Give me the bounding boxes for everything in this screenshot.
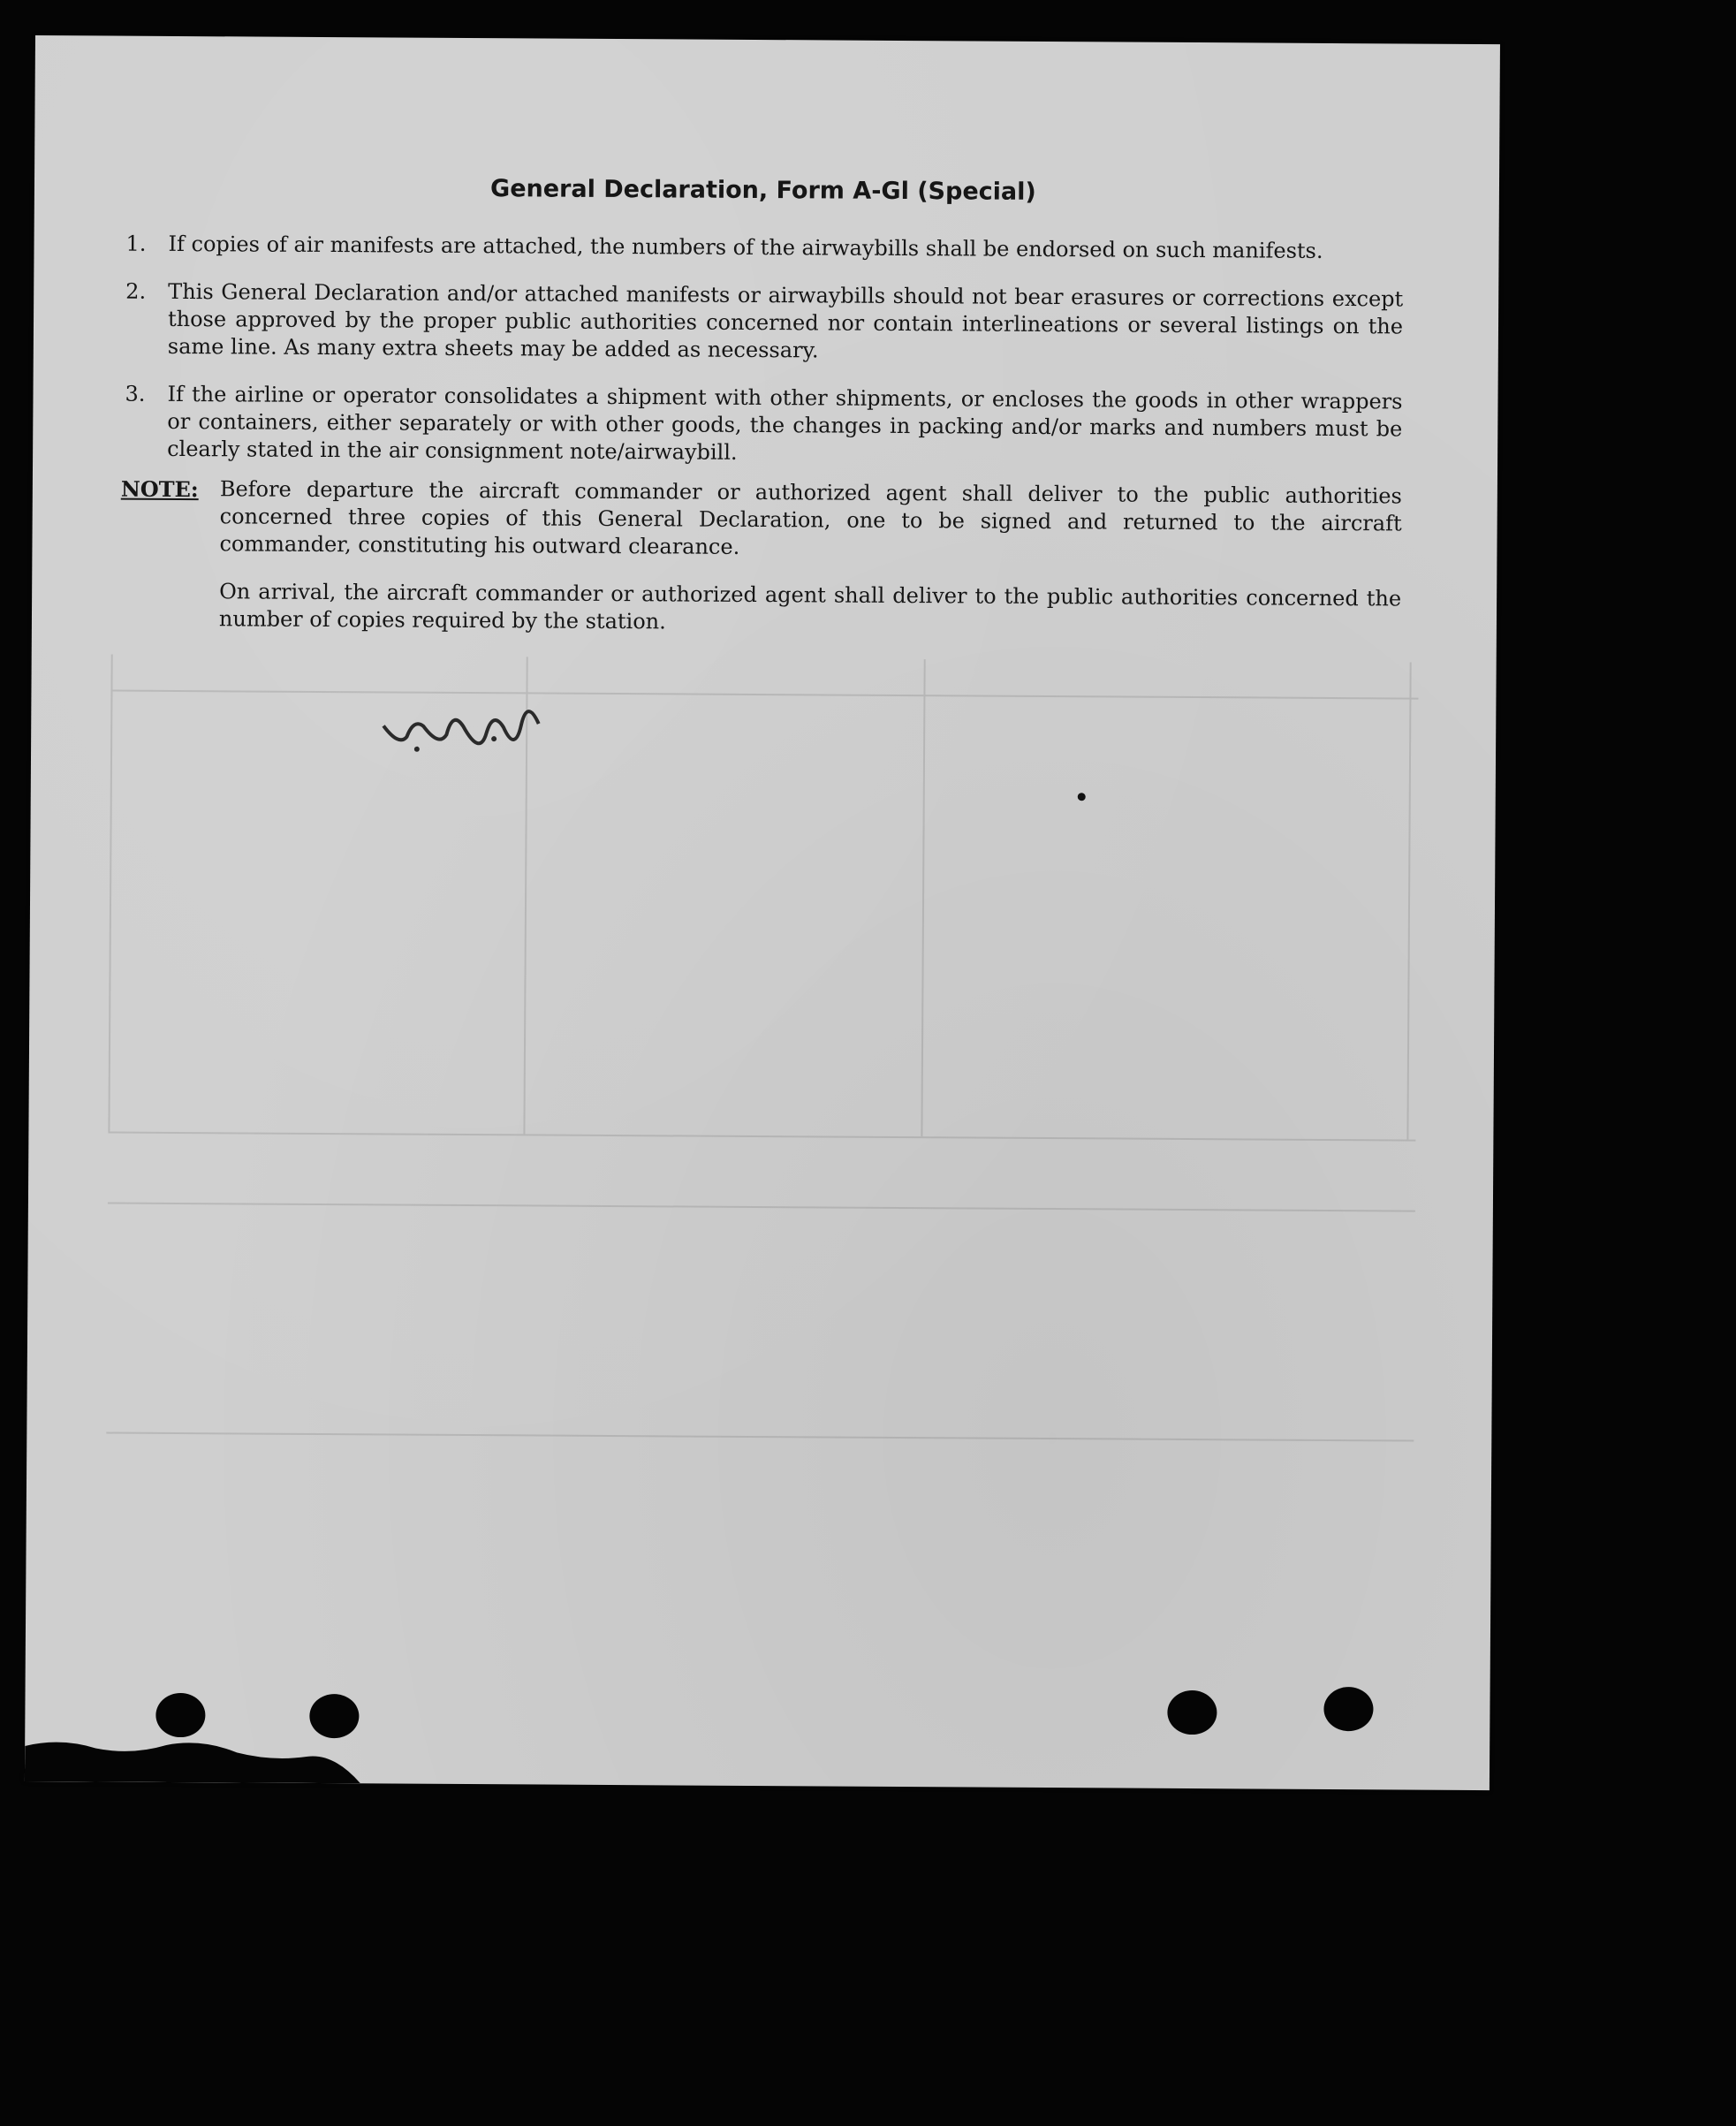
note-body (219, 475, 1402, 660)
instruction-item-1 (122, 231, 1403, 266)
instruction-text: This General Declaration and/or attached manifests or airwaybills should not bear erasures or corrections except those approved by the proper public authorities concerned nor contain interlineations or several listings on the same line. As many extra sheets may be added as necessary. (167, 278, 1404, 363)
punch-hole (1167, 1690, 1217, 1735)
handwriting-scribble-icon (368, 687, 550, 766)
torn-edge (25, 1728, 360, 1783)
note-section (120, 475, 1402, 661)
instruction-text: If copies of air manifests are attached, the numbers of the airwaybills shall be endorsed on such manifests. (168, 231, 1323, 263)
instruction-item-3 (121, 381, 1403, 471)
handwritten-mark (368, 687, 551, 776)
instruction-number: 1. (125, 231, 147, 256)
punch-hole (1323, 1687, 1373, 1731)
document-title: General Declaration, Form A-Gl (Special) (489, 175, 1036, 206)
bleed-through-background: ​ (105, 655, 1419, 1635)
document-page (25, 35, 1500, 1790)
instruction-number: 3. (125, 381, 146, 406)
instruction-number: 2. (125, 278, 147, 304)
ink-dot (1078, 793, 1086, 801)
declaration-instructions (120, 173, 1404, 661)
note-label: NOTE: (120, 475, 199, 503)
note-paragraph-departure: Before departure the aircraft commander or authorized agent shall deliver to the public authorities concerned three copies of this General Declaration, one to be signed and returned to the aircraft commander, constituting his outward clearance. (219, 476, 1402, 559)
instruction-item-2 (122, 278, 1404, 368)
instruction-text: If the airline or operator consolidates a shipment with other shipments, or encloses the goods in other wrappers or containers, either separately or with other goods, the changes in packing and/or marks and numbers must be clearly stated in the air consignment note/airwaybill. (167, 381, 1403, 465)
note-paragraph-arrival: On arrival, the aircraft commander or authorized agent shall deliver to the public authorities concerned the number of copies required by the station. (218, 579, 1402, 634)
